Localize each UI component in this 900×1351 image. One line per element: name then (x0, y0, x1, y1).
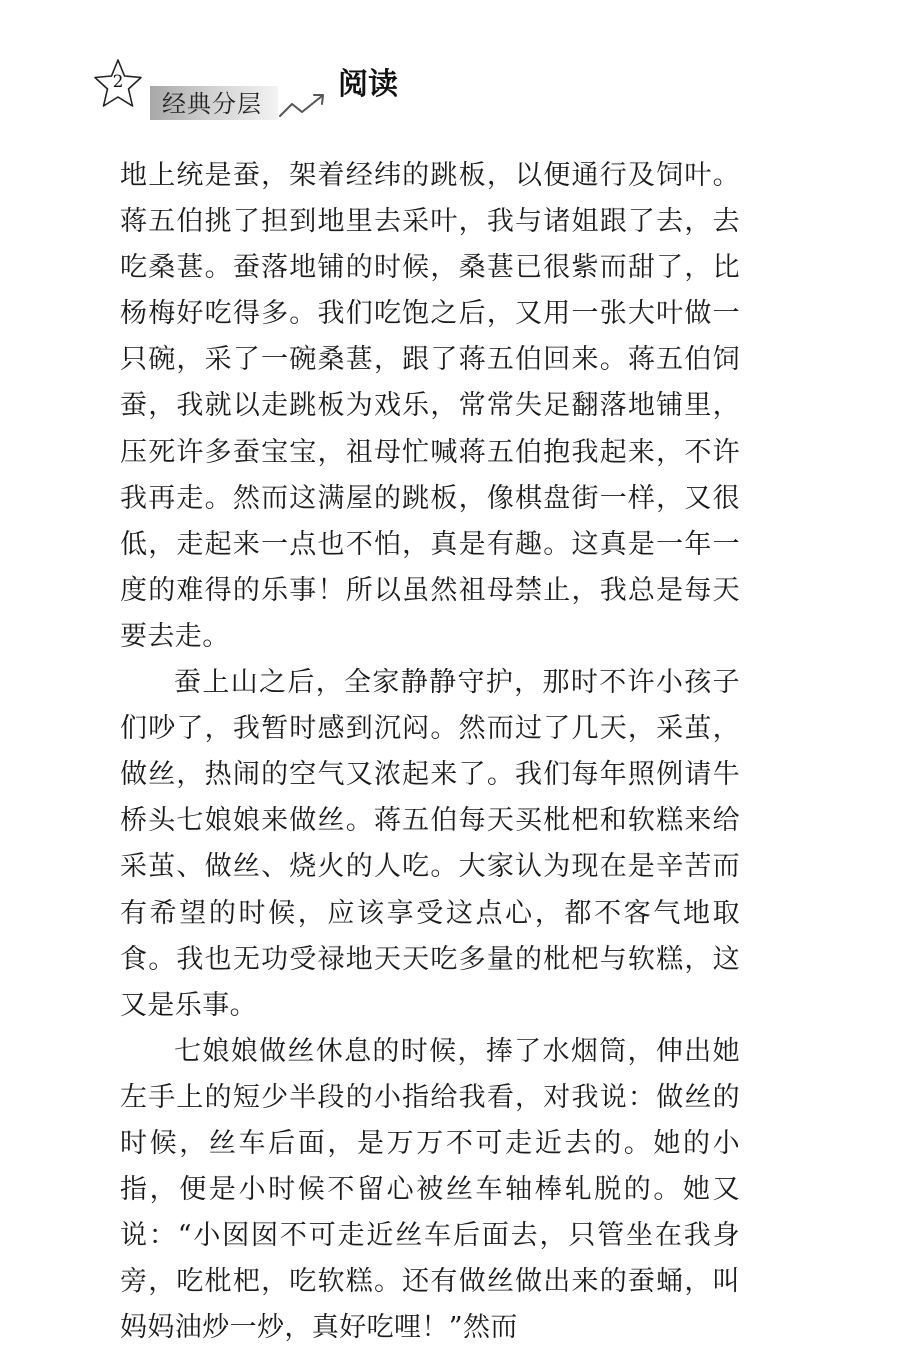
section-title: 阅读 (338, 67, 398, 102)
paragraph: 七娘娘做丝休息的时候，捧了水烟筒，伸出她左手上的短少半段的小指给我看，对我说：做丝的时候，丝车后面，是万万不可走近去的。她的小指，便是小时候不留心被丝车轴棒轧脱的。她又说：“小囡囡不可走近丝车后面去，只管坐在我身旁，吃枇杷，吃软糕。还有做丝做出来的蚕蛹，叫妈妈油炒一炒，真好吃哩！”然而 (120, 1035, 740, 1344)
paragraph: 地上统是蚕，架着经纬的跳板，以便通行及饲叶。蒋五伯挑了担到地里去采叶，我与诸姐跟了去，去吃桑葚。蚕落地铺的时候，桑葚已很紫而甜了，比杨梅好吃得多。我们吃饱之后，又用一张大叶做一只碗，采了一碗桑葚，跟了蒋五伯回来。蒋五伯饲蚕，我就以走跳板为戏乐，常常失足翻落地铺里，压死许多蚕宝宝，祖母忙喊蒋五伯抱我起来，不许我再走。然而这满屋的跳板，像棋盘街一样，又很低，走起来一点也不怕，真是有趣。这真是一年一度的难得的乐事！所以虽然祖母禁止，我总是每天要去走。 (120, 160, 740, 652)
page-header (0, 0, 900, 140)
series-label: 经典分层 (162, 90, 262, 118)
article-body (120, 153, 740, 1351)
page-number: 2 (112, 72, 124, 92)
paragraph: 蚕上山之后，全家静静守护，那时不许小孩子们吵了，我暂时感到沉闷。然而过了几天，采茧，做丝，热闹的空气又浓起来了。我们每年照例请牛桥头七娘娘来做丝。蒋五伯每天买枇杷和软糕来给采茧、做丝、烧火的人吃。大家认为现在是辛苦而有希望的时候，应该享受这点心，都不客气地取食。我也无功受禄地天天吃多量的枇杷与软糕，这又是乐事。 (120, 667, 740, 1021)
trend-arrow-icon (276, 86, 338, 122)
